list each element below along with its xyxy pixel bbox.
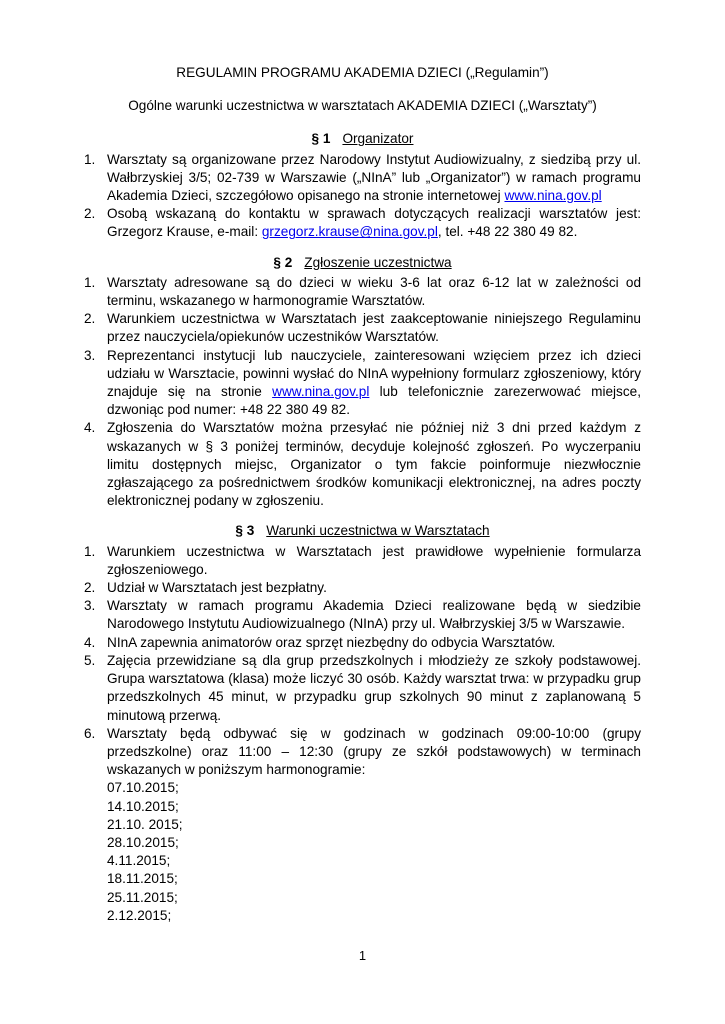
list-item xyxy=(84,347,641,420)
item-text: Warsztaty adresowane są do dzieci w wieku 3-6 lat oraz 6-12 lat w zależności od terminu, wskazanego w harmonogramie Warsztatów. xyxy=(107,274,641,309)
item-text: Udział w Warsztatach jest bezpłatny. xyxy=(107,580,327,596)
document-subtitle: Ogólne warunki uczestnictwa w warsztatach AKADEMIA DZIECI („Warsztaty”) xyxy=(128,98,597,114)
list-item xyxy=(84,634,641,652)
item-number: 4. xyxy=(84,420,96,436)
list-item xyxy=(84,310,641,346)
item-number: 3. xyxy=(84,347,96,363)
section-1-heading xyxy=(84,130,641,148)
item-text: Warsztaty w ramach programu Akademia Dzieci realizowane będą w siedzibie Narodowego Instytutu Audiowizualnego (NInA) przy ul. Wałbrzyskiej 3/5 w Warszawie. xyxy=(107,598,641,632)
schedule-date: 21.10. 2015; xyxy=(107,816,183,832)
list-item xyxy=(84,543,641,579)
item-text-body: Warsztaty są organizowane przez Narodowy Instytut Audiowizualny, z siedzibą przy ul. Wałbrzyskiej 3/5; 02-739 w Warszawie („NInA” lub „Organizator”) w ramach programu Akademia Dzieci, szczegółowo opisanego na stronie internetowej xyxy=(107,151,641,204)
schedule-date: 28.10.2015; xyxy=(107,834,179,850)
item-number: 6. xyxy=(84,725,96,741)
schedule-date: 2.12.2015; xyxy=(107,907,172,923)
item-number: 1. xyxy=(84,274,96,290)
section-2-list xyxy=(84,274,641,511)
contact-email-link[interactable]: grzegorz.krause@nina.gov.pl xyxy=(261,224,438,240)
item-text xyxy=(107,205,641,241)
item-text xyxy=(107,151,641,206)
item-number: 2. xyxy=(84,206,96,222)
section-name: Warunki uczestnictwa w Warsztatach xyxy=(266,523,490,539)
nina-website-link[interactable]: www.nina.gov.pl xyxy=(504,188,602,204)
schedule-date: 18.11.2015; xyxy=(107,871,178,887)
item-text-body: Reprezentanci instytucji lub nauczyciele, zainteresowani wzięciem przez ich dzieci udziału w Warsztacie, powinni wysłać do NInA wypełniony formularz zgłoszeniowy, który znajduje się na stronie xyxy=(107,347,641,400)
list-item xyxy=(84,725,641,925)
section-name: Zgłoszenie uczestnictwa xyxy=(304,254,452,270)
schedule-date: 4.11.2015; xyxy=(107,853,171,869)
list-item xyxy=(84,205,641,241)
item-text-after: lub telefonicznie zarezerwować miejsce, dzwoniąc pod numer: +48 22 380 49 82. xyxy=(107,384,641,418)
section-number: § 3 xyxy=(235,523,255,539)
section-number: § 2 xyxy=(273,254,293,270)
item-text: NInA zapewnia animatorów oraz sprzęt niezbędny do odbycia Warsztatów. xyxy=(107,634,556,650)
schedule-date: 07.10.2015; xyxy=(107,780,179,796)
item-number: 2. xyxy=(84,580,96,596)
section-2-heading xyxy=(84,254,641,272)
item-text-body: Warsztaty będą odbywać się w godzinach w godzinach 09:00-10:00 (grupy przedszkolne) oraz 11:00 – 12:30 (grupy ze szkół podstawowych) w terminach wskazanych w poniższym harmonogramie: xyxy=(107,725,641,778)
item-number: 4. xyxy=(84,634,96,650)
item-text: Warunkiem uczestnictwa w Warsztatach jest zaakceptowanie niniejszego Regulaminu przez nauczyciela/opiekunów uczestników Warsztatów. xyxy=(107,311,641,345)
nina-website-link[interactable]: www.nina.gov.pl xyxy=(272,384,370,400)
item-text: Zgłoszenia do Warsztatów można przesyłać nie później niż 3 dni przed każdym z wskazanych w § 3 poniżej terminów, decyduje kolejność zgłoszeń. Po wyczerpaniu limitu dostępnych miejsc, Organizator o tym fakcie poinformuje niezwłocznie zgłaszającego za pośrednictwem środków komunikacji elektronicznej, na adres poczty elektronicznej podany w zgłoszeniu. xyxy=(107,420,641,509)
section-number: § 1 xyxy=(311,131,331,147)
list-item xyxy=(84,597,641,633)
list-item xyxy=(84,419,641,510)
item-text xyxy=(107,725,641,925)
item-text: Warunkiem uczestnictwa w Warsztatach jest prawidłowe wypełnienie formularza zgłoszeniowego. xyxy=(107,543,641,577)
item-number: 3. xyxy=(84,598,96,614)
schedule-dates xyxy=(107,779,641,925)
section-3-heading xyxy=(84,522,641,540)
section-name: Organizator xyxy=(342,131,414,147)
document-title: REGULAMIN PROGRAMU AKADEMIA DZIECI („Regulamin”) xyxy=(176,65,549,80)
page-number: 1 xyxy=(358,948,367,963)
schedule-date: 14.10.2015; xyxy=(107,798,179,814)
item-text xyxy=(107,347,641,420)
section-3-list xyxy=(84,543,641,925)
item-number: 1. xyxy=(84,151,96,167)
list-item xyxy=(84,151,641,206)
item-text-body: Osobą wskazaną do kontaktu w sprawach dotyczących realizacji warsztatów jest: Grzegorz Krause, e-mail: xyxy=(107,206,641,240)
item-number: 2. xyxy=(84,311,96,327)
schedule-date: 25.11.2015; xyxy=(107,889,178,905)
list-item xyxy=(84,652,641,725)
item-number: 5. xyxy=(84,652,96,668)
list-item xyxy=(84,274,641,310)
section-1-list xyxy=(84,151,641,242)
item-text-after: , tel. +48 22 380 49 82. xyxy=(437,224,578,240)
item-text: Zajęcia przewidziane są dla grup przedszkolnych i młodzieży ze szkoły podstawowej. Grupa warsztatowa (klasa) może liczyć 30 osób. Każdy warsztat trwa: w przypadku grup przedszkolnych 45 minut, w przypadku grup szkolnych 90 minut z zaplanowaną 5 minutową przerwą. xyxy=(107,652,641,723)
item-number: 1. xyxy=(84,543,96,559)
list-item xyxy=(84,579,641,597)
